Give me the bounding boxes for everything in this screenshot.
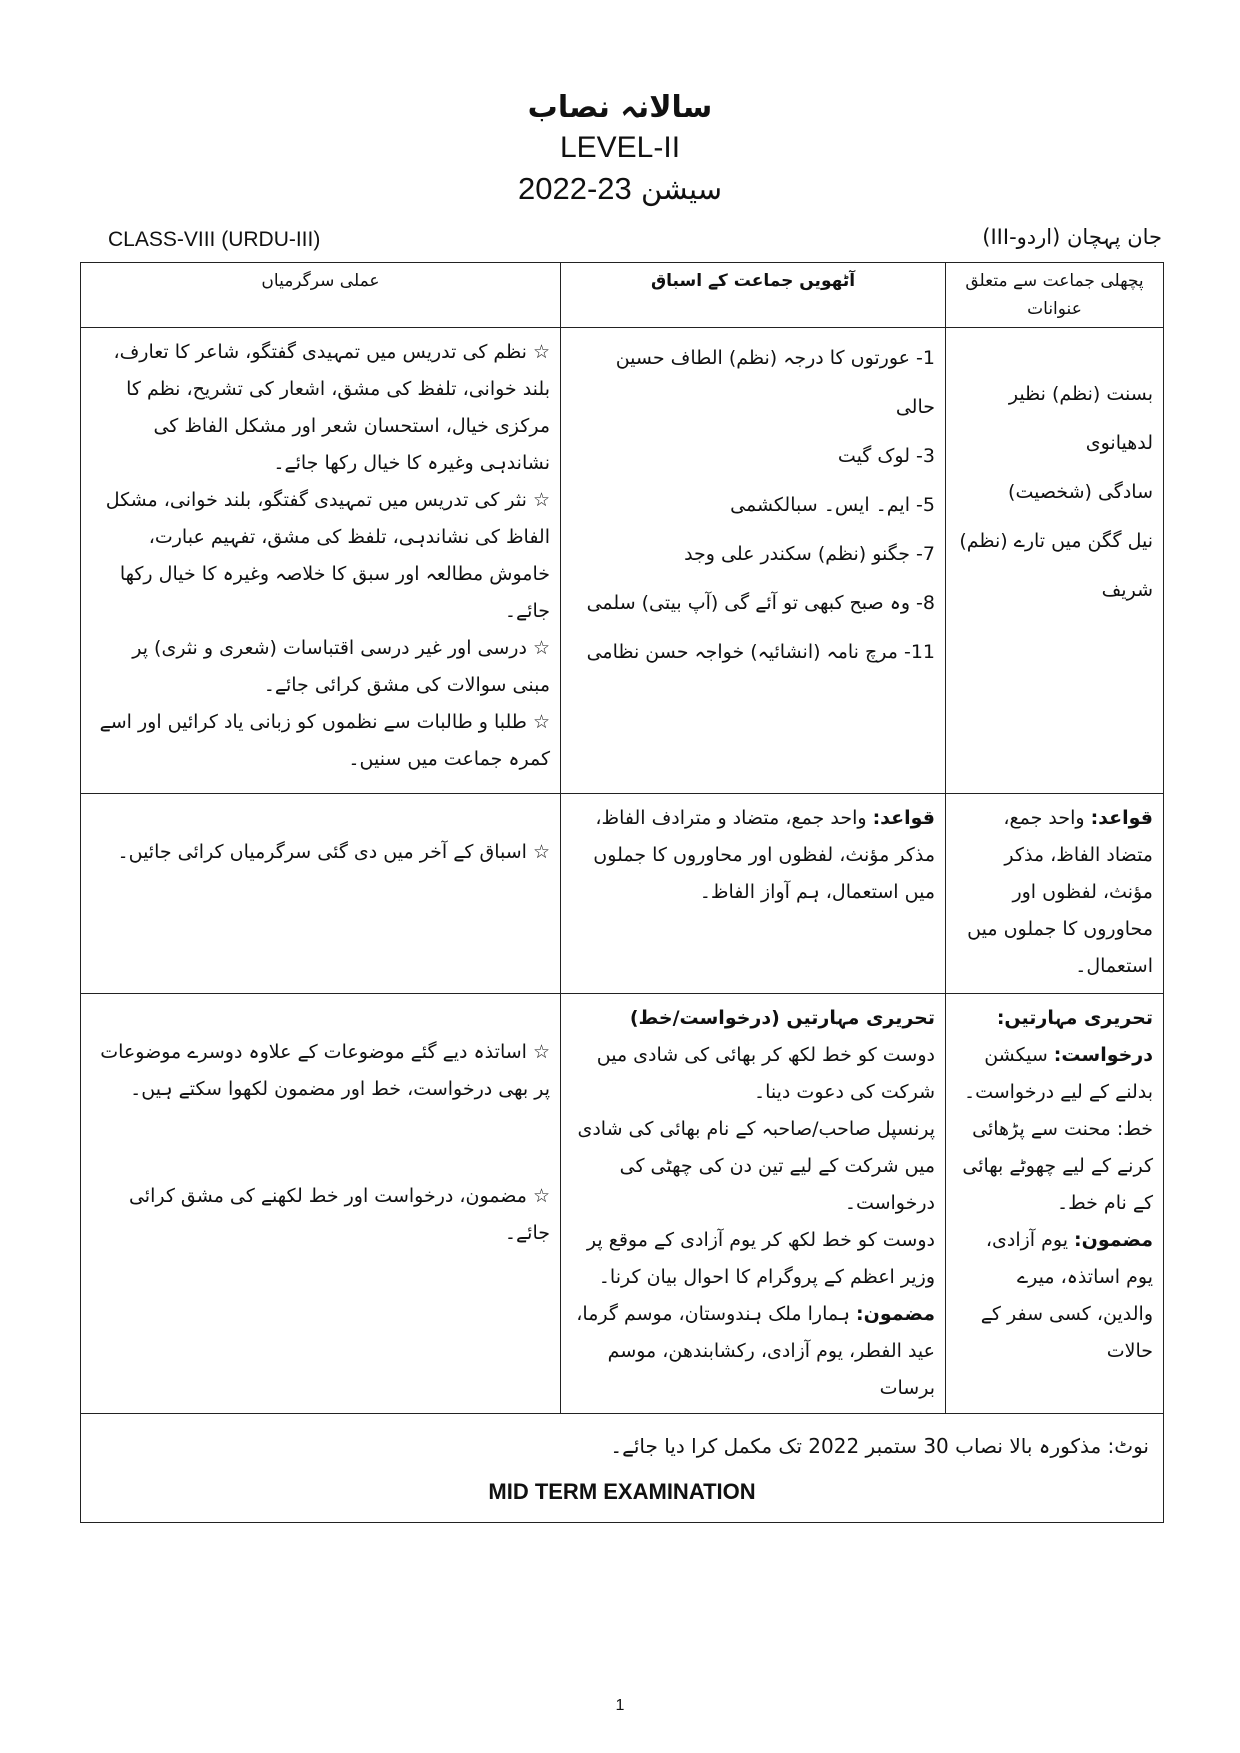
page-title: سالانہ نصاب xyxy=(527,90,713,125)
list-item: ☆ مضمون، درخواست اور خط لکھنے کی مشق کرائی جائے۔ xyxy=(128,1185,550,1244)
grammar-label: قواعد: xyxy=(1090,807,1153,829)
list-item: 3- لوک گیت xyxy=(837,445,935,467)
list-item: دوست کو خط لکھ کر بھائی کی شادی میں شرکت کی دعوت دینا۔ xyxy=(596,1044,935,1103)
class-label: CLASS-VIII (URDU-III) xyxy=(108,228,321,251)
completion-note: نوٹ: مذکورہ بالا نصاب 30 ستمبر 2022 تک مکمل کرا دیا جائے۔ xyxy=(610,1434,1149,1458)
row3-previous: تحریری مہارتیں: درخواست: سیکشن بدلنے کے لیے درخواست۔ خط: محنت سے پڑھائی کرنے کے لیے چھوٹے بھائی کے نام خط۔ مضمون: یوم آزادی، یوم اساتذہ، میرے والدین، کسی سفر کے حالات xyxy=(946,994,1164,1414)
list-item: ☆ نظم کی تدریس میں تمہیدی گفتگو، شاعر کا تعارف، بلند خوانی، تلفظ کی مشق، اشعار کی تشریح، نظم کا مرکزی خیال، استحسان شعر اور مشکل الفاظ کی نشاندہی وغیرہ کا خیال رکھا جائے۔ xyxy=(113,341,550,474)
list-item: 5- ایم۔ ایس۔ سبالکشمی xyxy=(730,494,935,516)
list-item: ☆ اسباق کے آخر میں دی گئی سرگرمیاں کرائی جائیں۔ xyxy=(117,841,550,863)
table-row xyxy=(81,794,1164,994)
exam-heading: MID TERM EXAMINATION xyxy=(488,1479,756,1504)
row3-activities xyxy=(81,994,561,1414)
row3-lessons: تحریری مہارتیں (درخواست/خط) دوست کو خط لکھ کر بھائی کی شادی میں شرکت کی دعوت دینا۔ پرنسپل صاحب/صاحبہ کے نام بھائی کی شادی میں شرکت کے لیے تین دن کی چھٹی کی درخواست۔ دوست کو خط لکھ کر یوم آزادی کے موقع پر وزیر اعظم کے پروگرام کا احوال بیان کرنا۔ مضمون: ہمارا ملک ہندوستان، موسم گرما، عید الفطر، یوم آزادی، رکشابندھن، موسم برسات xyxy=(561,994,946,1414)
list-item: نیل گگن میں تارے (نظم) شریف xyxy=(959,530,1153,601)
page-header xyxy=(0,88,1240,210)
level-label: LEVEL-II xyxy=(559,131,681,164)
note-row xyxy=(81,1414,1164,1523)
list-item: 1- عورتوں کا درجہ (نظم) الطاف حسین حالی xyxy=(615,347,935,418)
row1-previous xyxy=(946,328,1164,794)
list-item: بسنت (نظم) نظیر لدھیانوی xyxy=(1008,383,1153,454)
writing-skills-heading: تحریری مہارتیں (درخواست/خط) xyxy=(629,1007,935,1029)
list-item: ☆ درسی اور غیر درسی اقتباسات (شعری و نثری) پر مبنی سوالات کی مشق کرائی جائے۔ xyxy=(132,637,550,696)
writing-skills-heading: تحریری مہارتیں: xyxy=(996,1007,1153,1029)
session-label: سیشن xyxy=(641,172,722,206)
note-cell xyxy=(81,1414,1164,1523)
list-item: ☆ طلبا و طالبات سے نظموں کو زبانی یاد کرائیں اور اسے کمرہ جماعت میں سنیں۔ xyxy=(99,711,550,770)
row2-previous: قواعد: واحد جمع، متضاد الفاظ، مذکر مؤنث، لفظوں اور محاوروں کا جملوں میں استعمال۔ xyxy=(946,794,1164,994)
session-line xyxy=(0,168,1240,210)
list-item: سادگی (شخصیت) xyxy=(1008,481,1153,503)
row2-lessons: قواعد: واحد جمع، متضاد و مترادف الفاظ، مذکر مؤنث، لفظوں اور محاوروں کا جملوں میں استعمال، ہم آواز الفاظ۔ xyxy=(561,794,946,994)
session-year: 2022-23 xyxy=(518,171,632,206)
header-lessons: آٹھویں جماعت کے اسباق xyxy=(561,263,946,328)
table-header-row xyxy=(81,263,1164,328)
book-label: جان پہچان (اردو-III) xyxy=(982,225,1162,249)
list-item: ☆ نثر کی تدریس میں تمہیدی گفتگو، بلند خوانی، مشکل الفاظ کی نشاندہی، تلفظ کی مشق، تفہیم عبارت، خاموش مطالعہ اور سبق کا خلاصہ وغیرہ کا خیال رکھا جائے۔ xyxy=(105,489,550,622)
syllabus-table xyxy=(80,262,1164,1523)
row1-activities xyxy=(81,328,561,794)
header-previous: پچھلی جماعت سے متعلق عنوانات xyxy=(946,263,1164,328)
header-activities: عملی سرگرمیاں xyxy=(81,263,561,328)
table-row xyxy=(81,328,1164,794)
table-row xyxy=(81,994,1164,1414)
row2-activities xyxy=(81,794,561,994)
list-item: دوست کو خط لکھ کر یوم آزادی کے موقع پر وزیر اعظم کے پروگرام کا احوال بیان کرنا۔ xyxy=(586,1229,935,1288)
grammar-label: قواعد: xyxy=(872,807,935,829)
row1-lessons xyxy=(561,328,946,794)
list-item: 7- جگنو (نظم) سکندر علی وجد xyxy=(684,543,935,565)
list-item: ☆ اساتذہ دیے گئے موضوعات کے علاوہ دوسرے موضوعات پر بھی درخواست، خط اور مضمون لکھوا سکتے ہیں۔ xyxy=(100,1041,550,1100)
list-item: 8- وہ صبح کبھی تو آئے گی (آپ بیتی) سلمی xyxy=(586,592,935,614)
page-number: 1 xyxy=(615,1697,625,1714)
list-item: پرنسپل صاحب/صاحبہ کے نام بھائی کی شادی میں شرکت کے لیے تین دن کی چھٹی کی درخواست۔ xyxy=(577,1118,935,1214)
list-item: 11- مرچ نامہ (انشائیہ) خواجہ حسن نظامی xyxy=(586,641,935,663)
